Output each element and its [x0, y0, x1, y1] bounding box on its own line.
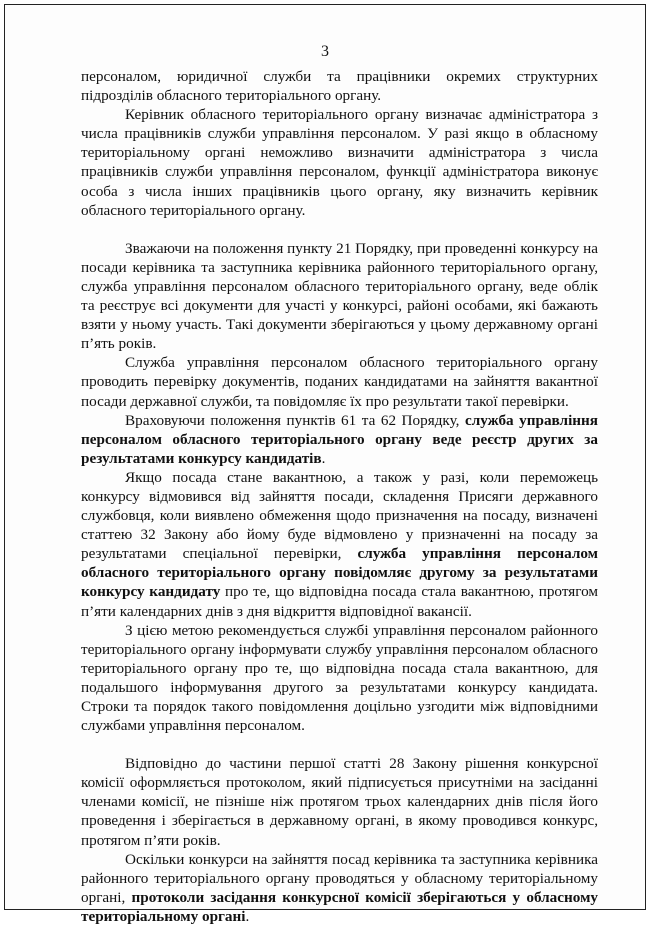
emphasized-text: служба управління персоналом обласного територіального органу веде реєстр других за результатами конкурсу кандидатів — [81, 411, 599, 467]
paragraph-text: Зважаючи на положення пункту 21 Порядку, при проведенні конкурсу на посади керівника та заступника керівника районного територіального органу, служба управління персоналом обласного територіального органу, веде облік та реєструє всі документи для участі у конкурсі, районі особами, які бажають взяти у ньому участь. Такі документи зберігаються у цьому державному органі п’ять років. — [81, 239, 598, 353]
paragraph-text: Служба управління персоналом обласного територіального органу проводить перевірку документів, поданих кандидатами на зайняття вакантної посади державної служби, та повідомляє їх про результати такої перевірки. — [81, 354, 598, 410]
paragraph — [81, 468, 598, 621]
paragraph-text: Якщо посада стане вакантною, а також у разі, коли переможець конкурсу відмовився від зайняття посади, складення Присяги державного службовця, коли виявлено обмеження щодо призначення на посаду, визначені статтею 32 Закону або йому буде відмовлено у призначенні на посаду за результатами спеціальної перевірки, — [81, 468, 598, 563]
document-page — [4, 4, 646, 925]
paragraph-text: . — [245, 907, 250, 925]
paragraph-text: Керівник обласного територіального органу визначає адміністратора з числа працівників служби управління персоналом. У разі якщо в обласному територіальному органі неможливо визначити адміністратора з числа працівників служби управління персоналом, функції адміністратора виконує особа з числа інших працівників цього органу, яку визначить керівник обласного територіального органу. — [81, 106, 598, 219]
paragraph — [81, 411, 598, 468]
paragraph — [81, 850, 598, 926]
paragraph — [81, 621, 598, 736]
page-number: 3 — [321, 43, 329, 60]
paragraph — [81, 353, 598, 410]
document-body — [81, 67, 598, 926]
paragraph — [81, 67, 598, 105]
paragraph-text: про те, що відповідна посада стала вакантною, протягом п’яти календарних днів з дня відкриття відповідної вакансії. — [81, 583, 599, 620]
paragraph-text: Враховуючи положення пунктів 61 та 62 Порядку, — [125, 411, 465, 429]
paragraph — [81, 105, 598, 220]
paragraph-text: . — [321, 449, 326, 467]
paragraph-text: Оскільки конкурси на зайняття посад керівника та заступника керівника районного територіального органу проводяться у обласному територіальному органі, — [81, 850, 598, 906]
emphasized-text: протоколи засідання конкурсної комісії зберігаються у обласному територіальному органі — [81, 888, 599, 925]
paragraph-text: З цією метою рекомендується службі управління персоналом районного територіального органу інформувати службу управління персоналом обласного територіального органу про те, що відповідна посада стала вакантною, для подальшого інформування другого за результатами конкурсу кандидата. Строки та порядок такого повідомлення доцільно узгодити між відповідними службами управління персоналом. — [81, 621, 598, 735]
paragraph-text: Відповідно до частини першої статті 28 Закону рішення конкурсної комісії оформляється протоколом, який підписується присутніми на засіданні членами комісії, не пізніше ніж протягом трьох календарних днів після його проведення і зберігається в державному органі, в якому проводився конкурс, протягом п’яти років. — [81, 755, 598, 849]
paragraph — [81, 754, 598, 849]
paragraph-text: персоналом, юридичної служби та працівники окремих структурних підрозділів обласного територіального органу. — [81, 68, 598, 105]
emphasized-text: служба управління персоналом обласного територіального органу повідомляє другому за результатами конкурсу кандидату — [81, 545, 599, 601]
paragraph — [81, 239, 598, 354]
